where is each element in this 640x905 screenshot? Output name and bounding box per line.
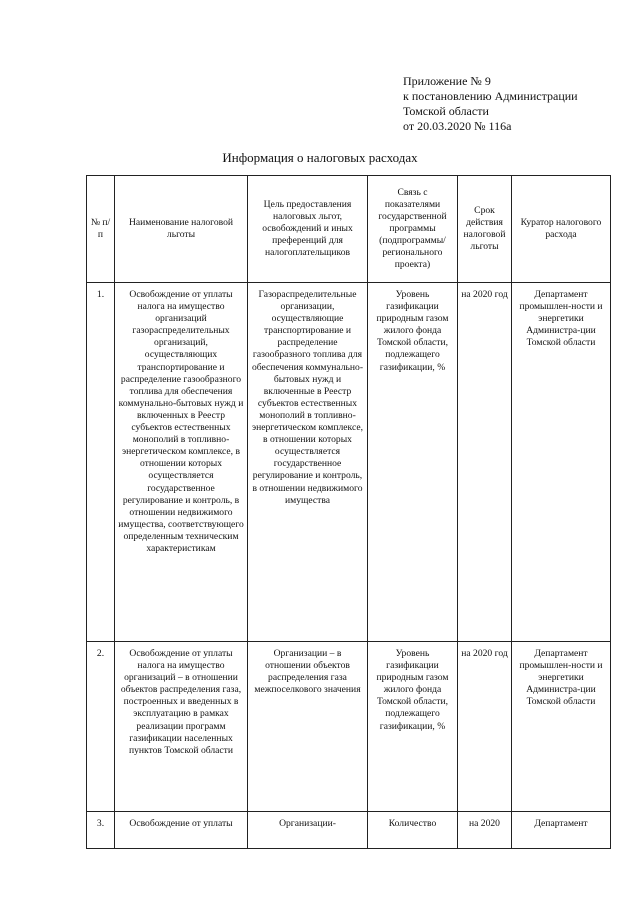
document-title: Информация о налоговых расходах: [222, 150, 418, 165]
appendix-block: [403, 74, 633, 134]
cell-name: Освобождение от уплаты налога на имущество организаций газораспределительных организаций, осуществляющих транспортирование и распределение газообразного топлива для обеспечения коммунально-бытовых нужд и включенных в Реестр субъектов естественных монополий в топливно-энергетическом комплексе, в отношении которых осуществляется государственное регулирование и контроль, в отношении недвижимого имущества, соответствующего определенным техническим характеристикам: [115, 283, 248, 642]
header-term: Срок действия налоговой льготы: [458, 176, 512, 283]
cell-num: 1.: [87, 283, 115, 642]
cell-curator: Департамент промышлен-ности и энергетики Администра-ции Томской области: [512, 642, 611, 812]
appendix-line-4: от 20.03.2020 № 116а: [403, 119, 512, 133]
cell-term: на 2020 год: [458, 642, 512, 812]
cell-goal: Газораспределительные организации, осуществляющие транспортирование и распределение газообразного топлива для обеспечения коммунально-бытовых нужд и включенные в Реестр субъектов естественных монополий в топливно-энергетическом комплексе, в отношении которых осуществляется государственное регулирование и контроль, в отношении недвижимого имущества: [248, 283, 368, 642]
appendix-line-1: Приложение № 9: [403, 74, 491, 88]
table-row: [87, 283, 611, 642]
cell-term: на 2020: [458, 812, 512, 849]
cell-link: Уровень газификации природным газом жилого фонда Томской области, подлежащего газификации, %: [368, 283, 458, 642]
cell-goal: Организации-: [248, 812, 368, 849]
cell-num: 2.: [87, 642, 115, 812]
cell-num: 3.: [87, 812, 115, 849]
table-row: [87, 812, 611, 849]
header-num: № п/п: [87, 176, 115, 283]
cell-curator: Департамент промышлен-ности и энергетики Администра-ции Томской области: [512, 283, 611, 642]
cell-name: Освобождение от уплаты: [115, 812, 248, 849]
header-name: Наименование налоговой льготы: [115, 176, 248, 283]
header-link: Связь с показателями государственной программы (подпрограммы/ регионального проекта): [368, 176, 458, 283]
tax-expenditures-table: [86, 175, 611, 849]
table-header-row: [87, 176, 611, 283]
header-curator: Куратор налогового расхода: [512, 176, 611, 283]
cell-link: Уровень газификации природным газом жилого фонда Томской области, подлежащего газификации, %: [368, 642, 458, 812]
cell-link: Количество: [368, 812, 458, 849]
cell-goal: Организации – в отношении объектов распределения газа межпоселкового значения: [248, 642, 368, 812]
table-row: [87, 642, 611, 812]
cell-name: Освобождение от уплаты налога на имущество организаций – в отношении объектов распределения газа, построенных и введенных в эксплуатацию в рамках реализации программ газификации населенных пунктов Томской области: [115, 642, 248, 812]
appendix-line-3: Томской области: [403, 104, 489, 118]
header-goal: Цель предоставления налоговых льгот, освобождений и иных преференций для налогоплательщиков: [248, 176, 368, 283]
appendix-line-2: к постановлению Администрации: [403, 89, 578, 103]
cell-term: на 2020 год: [458, 283, 512, 642]
cell-curator: Департамент: [512, 812, 611, 849]
